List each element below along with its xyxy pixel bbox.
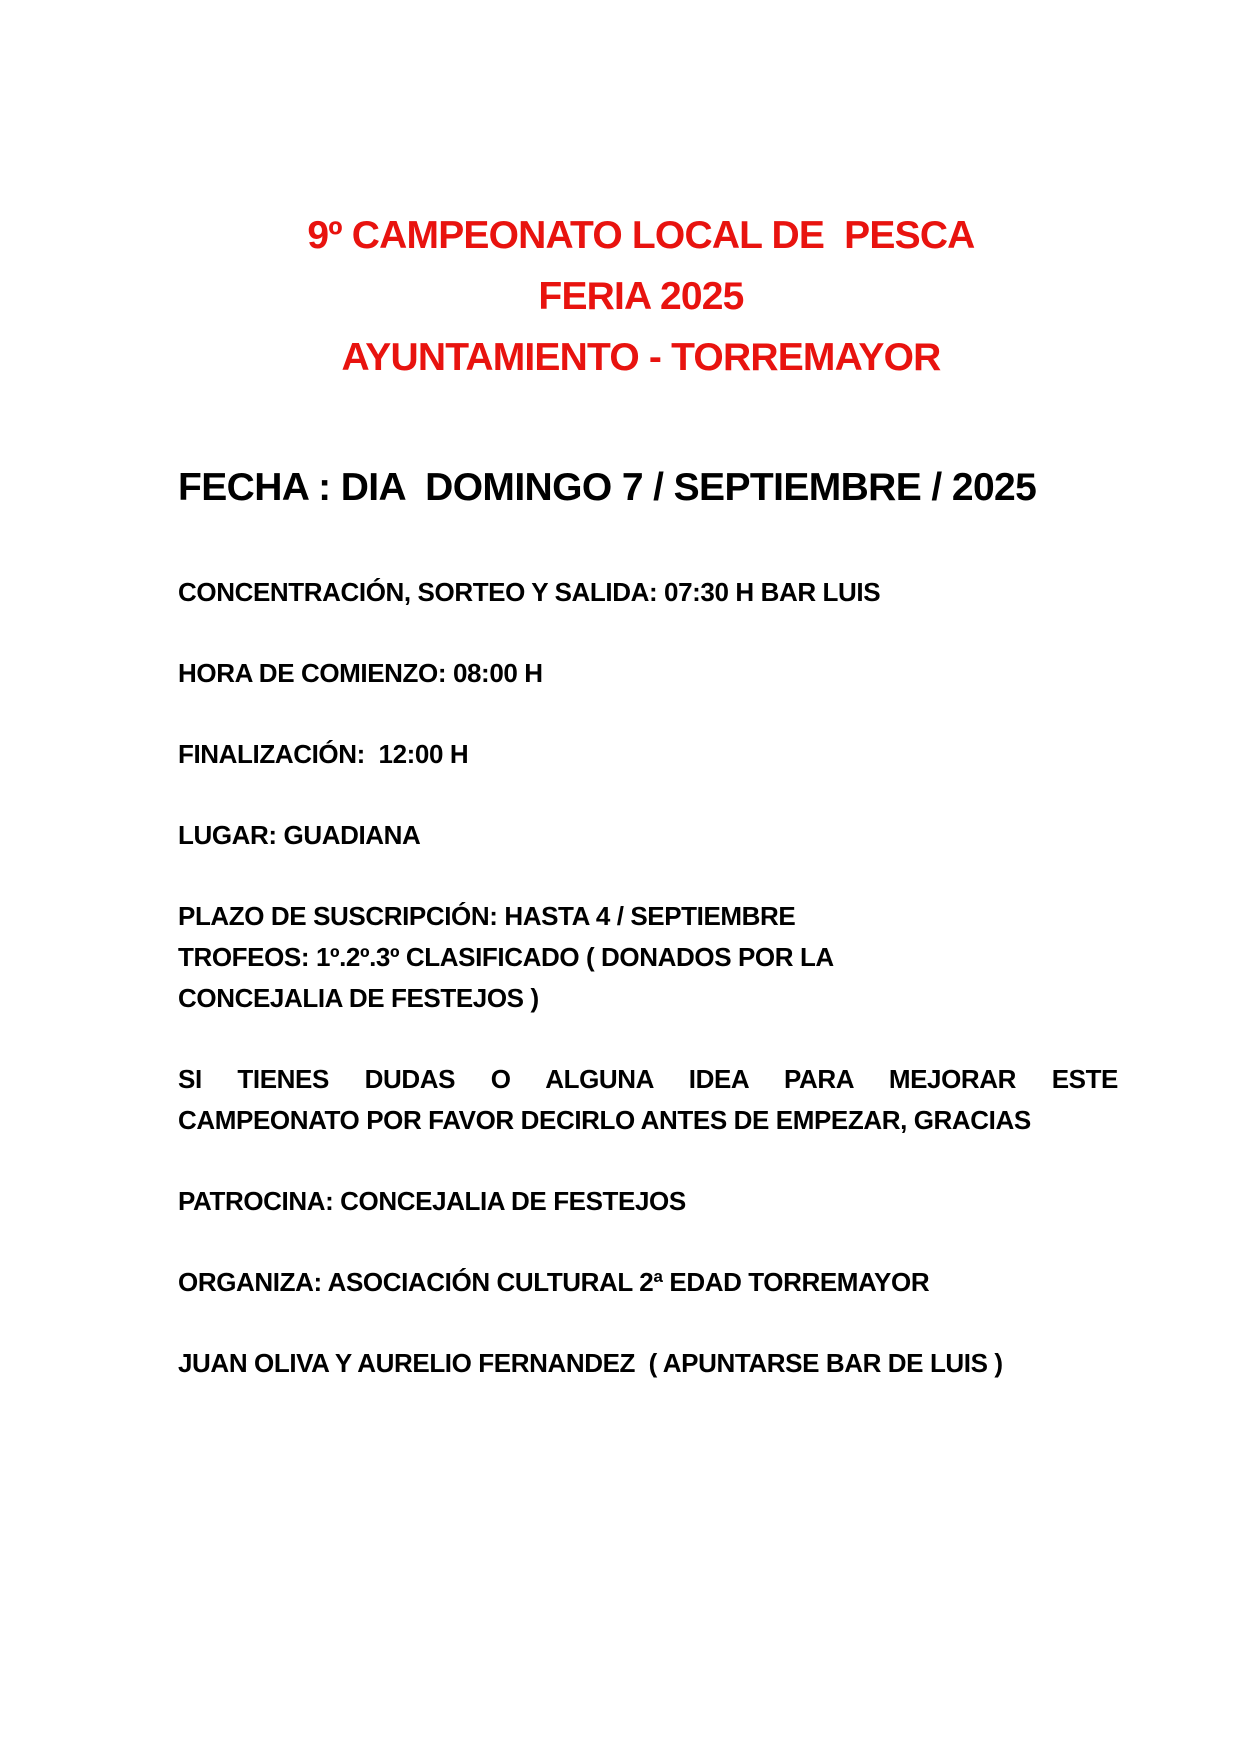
concentration-info: CONCENTRACIÓN, SORTEO Y SALIDA: 07:30 H BAR LUIS xyxy=(178,577,881,607)
trophies-info-line-1: TROFEOS: 1º.2º.3º CLASIFICADO ( DONADOS POR LA xyxy=(178,942,834,972)
event-organizer-heading: AYUNTAMIENTO - TORREMAYOR xyxy=(341,336,941,379)
start-time-info: HORA DE COMIENZO: 08:00 H xyxy=(178,658,543,688)
feedback-note-line-2: CAMPEONATO POR FAVOR DECIRLO ANTES DE EMPEZAR, GRACIAS xyxy=(178,1105,1031,1135)
feedback-note xyxy=(178,1059,1118,1141)
sponsor-info: PATROCINA: CONCEJALIA DE FESTEJOS xyxy=(178,1186,686,1216)
end-time-info: FINALIZACIÓN: 12:00 H xyxy=(178,739,469,769)
contact-info: JUAN OLIVA Y AURELIO FERNANDEZ ( APUNTARSE BAR DE LUIS ) xyxy=(178,1348,1003,1378)
event-title-block xyxy=(0,205,1240,388)
registration-deadline-info: PLAZO DE SUSCRIPCIÓN: HASTA 4 / SEPTIEMBRE xyxy=(178,901,796,931)
event-date: FECHA : DIA DOMINGO 7 / SEPTIEMBRE / 2025 xyxy=(178,466,1037,509)
trophies-info-line-2: CONCEJALIA DE FESTEJOS ) xyxy=(178,983,539,1013)
feedback-note-line-1: SI TIENES DUDAS O ALGUNA IDEA PARA MEJORAR ESTE xyxy=(178,1064,1118,1094)
organizer-info: ORGANIZA: ASOCIACIÓN CULTURAL 2ª EDAD TORREMAYOR xyxy=(178,1267,930,1297)
event-title: 9º CAMPEONATO LOCAL DE PESCA xyxy=(307,214,975,257)
location-info: LUGAR: GUADIANA xyxy=(178,820,421,850)
event-subtitle-feria: FERIA 2025 xyxy=(538,275,744,318)
